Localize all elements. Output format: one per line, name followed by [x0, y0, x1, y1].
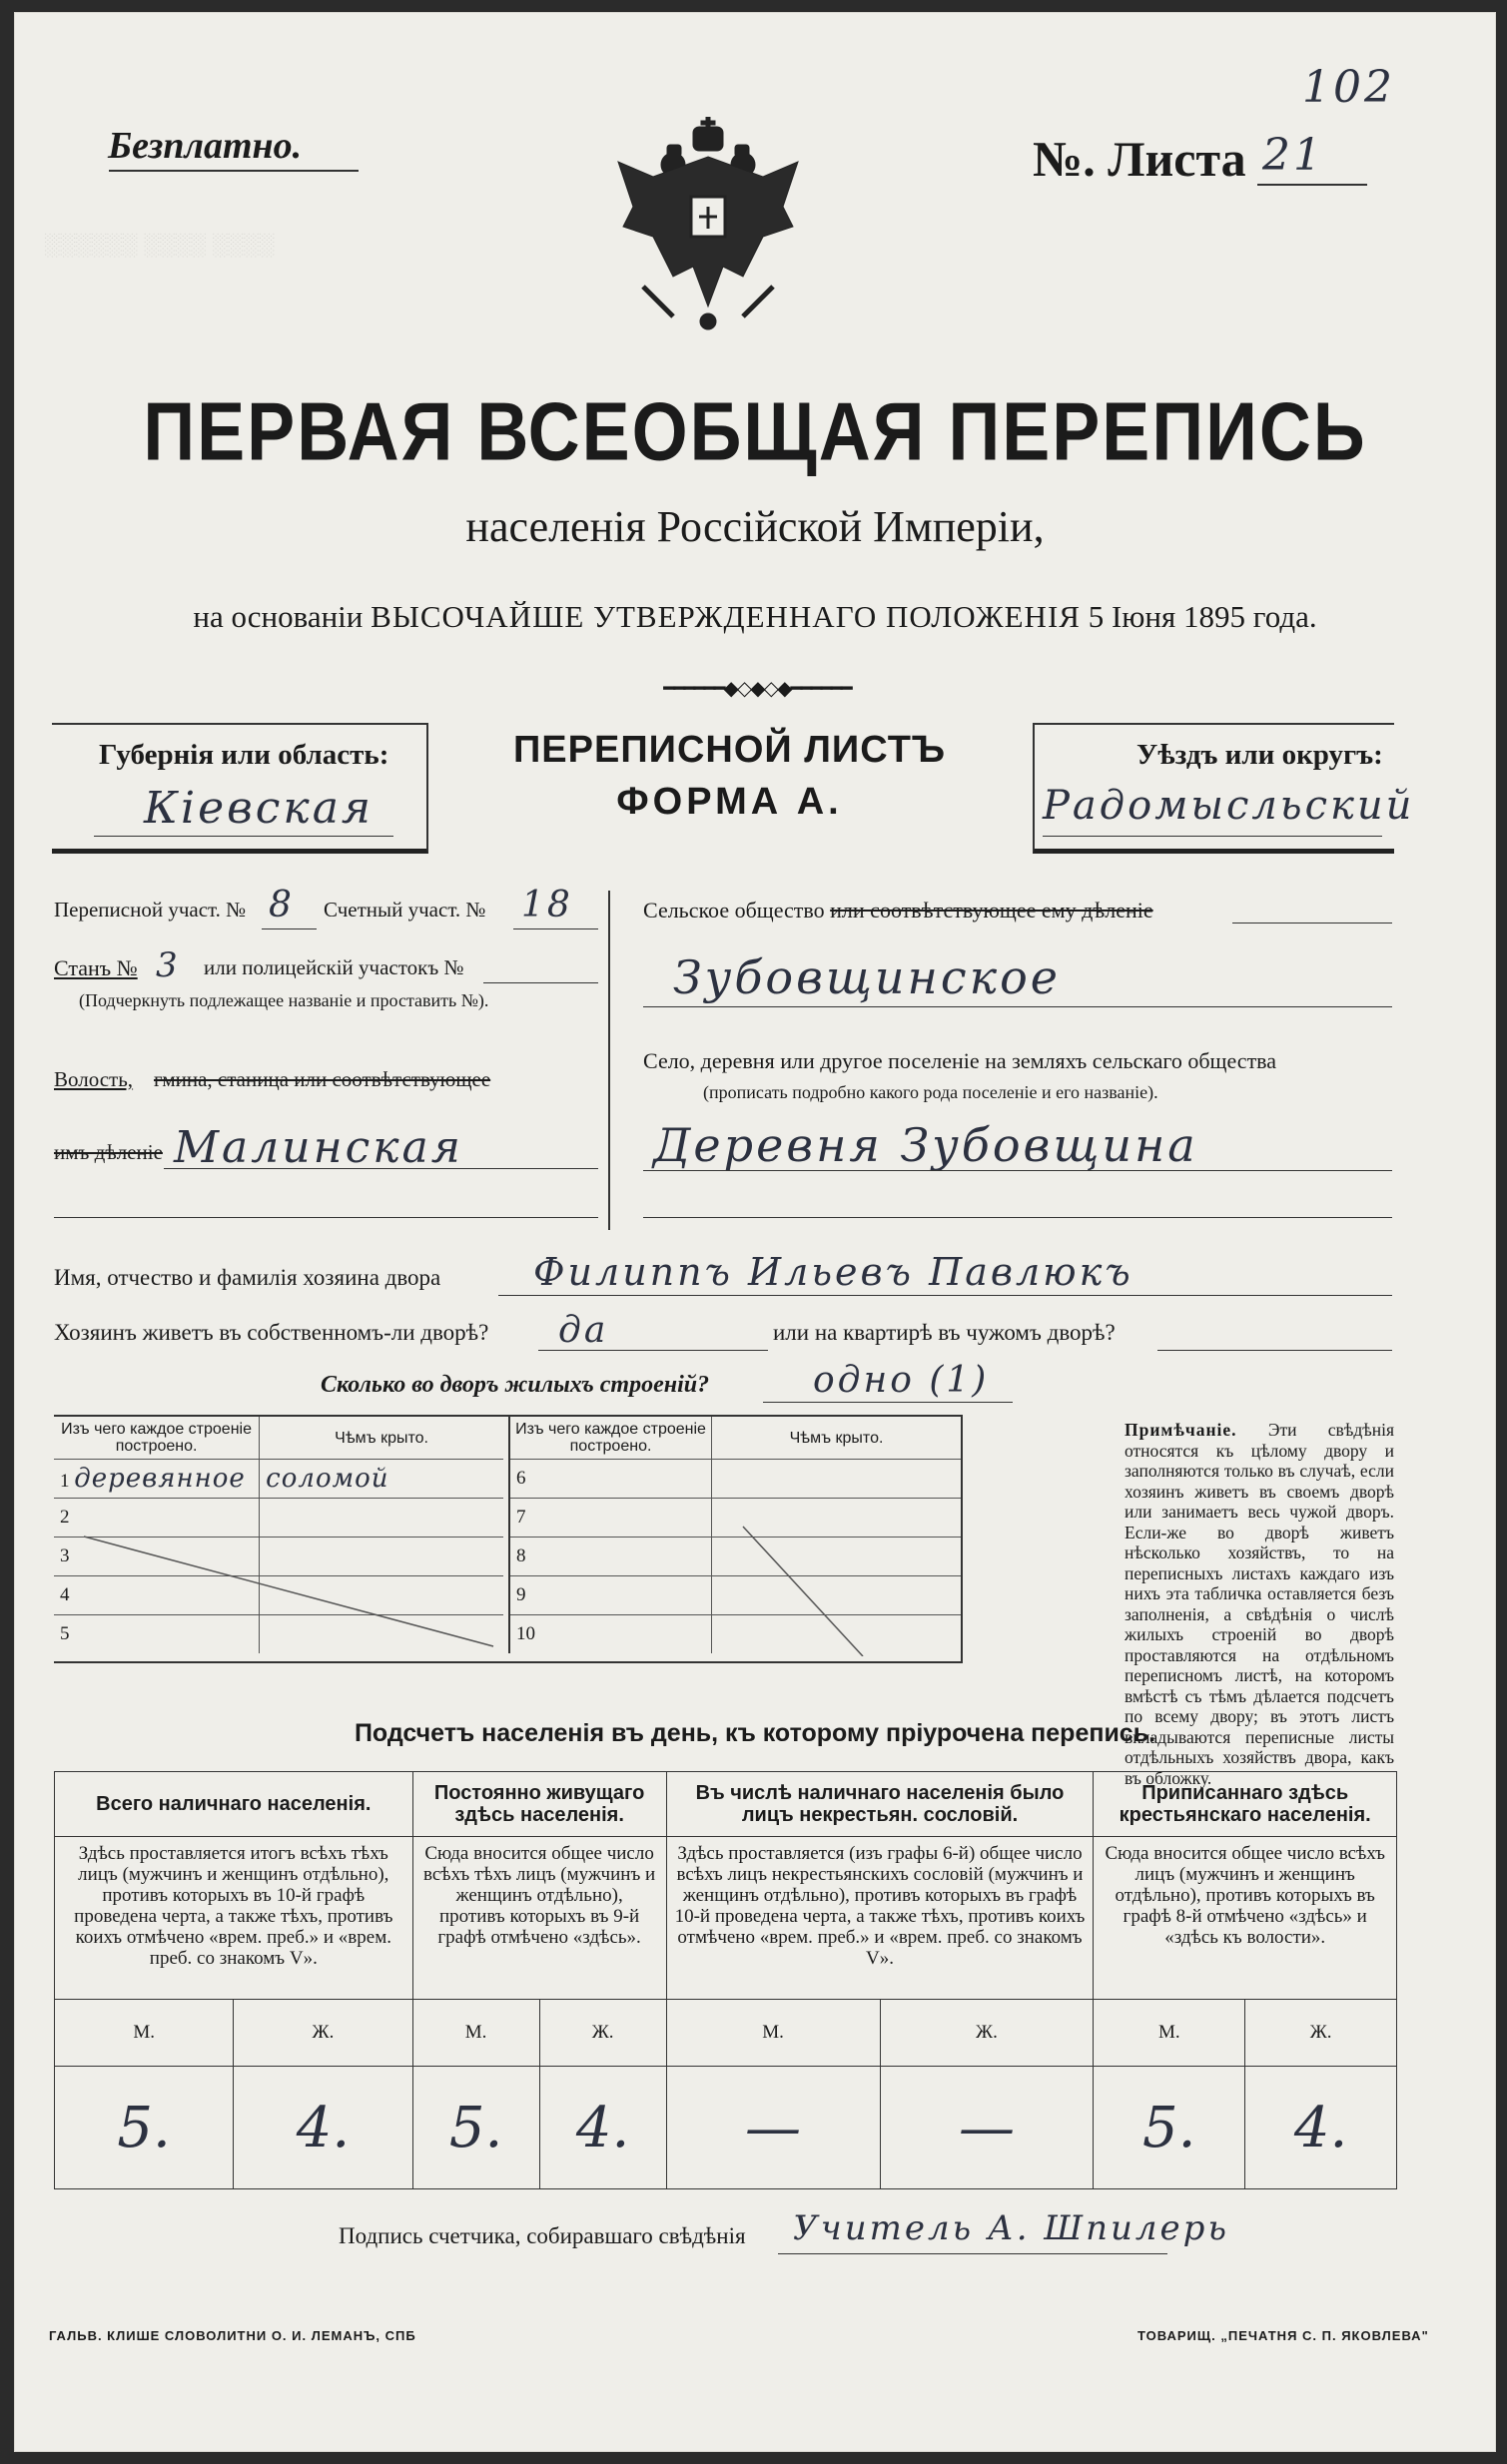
province-value: Кіевская: [144, 783, 375, 834]
stan-rest: или полицейскій участокъ №: [204, 955, 464, 979]
society-field: [643, 898, 1153, 924]
fields-divider: [608, 891, 610, 1230]
total-male-value: 5.: [55, 2067, 234, 2189]
permanent-male-value: 5.: [412, 2067, 539, 2189]
owner-name-underline: [498, 1295, 1392, 1296]
female-label: Ж.: [234, 2000, 412, 2067]
row-number: 4: [60, 1584, 70, 1605]
owner-lives-underline: [538, 1350, 768, 1351]
free-label: Безплатно.: [108, 125, 303, 167]
stan-note: (Подчеркнуть подлежащее названіе и проставить №).: [79, 990, 489, 1010]
form-type: ФОРМА А.: [616, 781, 843, 823]
volost-value: Малинская: [174, 1122, 463, 1173]
village-note: (прописать подробно какого рода поселеніе и его названіе).: [703, 1082, 1158, 1102]
ornament-divider: ━━━━━━◆◇◆◇◆━━━━━━: [663, 678, 851, 700]
district-label: Уѣздъ или округъ:: [1136, 739, 1383, 771]
footer-printer: ТОВАРИЩ. „ПЕЧАТНЯ С. П. ЯКОВЛЕВА": [1137, 2328, 1429, 2343]
owner-apartment-underline: [1157, 1350, 1392, 1351]
population-table: [54, 1771, 1397, 2189]
col-total-desc: Здѣсь проставляется итогъ всѣхъ тѣхъ лицъ (мужчинъ и женщинъ отдѣльно), противъ которыхъ въ 10-й графѣ проведена черта, а также тѣхъ, противъ коихъ отмѣчено «врем. преб.» и «врем. преб. со знакомъ V».: [55, 1837, 413, 2000]
society-underline-2: [643, 1006, 1392, 1007]
census-subtitle: населенія Россійской Имперіи,: [465, 502, 1045, 551]
volost-struck-text: гмина, станица или соотвѣтствующее: [154, 1067, 491, 1091]
row-number: 2: [60, 1507, 70, 1528]
count-area-label: Счетный участ. №: [324, 898, 486, 922]
buildings-count-underline: [763, 1402, 1013, 1403]
census-title: ПЕРВАЯ ВСЕОБЩАЯ ПЕРЕПИСЬ: [143, 386, 1367, 478]
village-underline-2: [643, 1217, 1392, 1218]
male-label: М.: [412, 2000, 539, 2067]
stan-label: Станъ №: [54, 955, 138, 980]
note-text: Эти свѣдѣнія относятся къ цѣлому двору и заполняются только въ случаѣ, если хозяинъ живетъ въ своемъ дворѣ или занимаетъ весь чужой дворъ. Если-же во дворѣ живетъ нѣсколько хозяйствъ, то на переписныхъ листахъ каждаго изъ нихъ эта табличка оставляется безъ заполненія, а свѣдѣнія о числѣ жилыхъ строеній во дворѣ проставляются на отдѣльномъ переписномъ листѣ, на которомъ вмѣстѣ съ тѣмъ дѣлается подсчетъ по всему двору; въ этотъ листъ вкладываются переписные листы отдѣльныхъ хозяйствъ двора, какъ въ обложку.: [1125, 1420, 1394, 1788]
volost-label: Волость,: [54, 1067, 134, 1091]
roof-col-header: Чѣмъ крыто.: [260, 1417, 503, 1460]
volost-underline: [164, 1168, 598, 1169]
population-heading: Подсчетъ населенія въ день, къ которому пріурочена перепись.: [354, 1719, 1156, 1747]
archive-folio-number: 102: [1302, 62, 1395, 113]
female-label: Ж.: [1245, 2000, 1397, 2067]
village-value: Деревня Зубовщина: [653, 1118, 1198, 1172]
free-label-underline: [109, 170, 359, 172]
building-roof-cell: соломой: [260, 1460, 503, 1499]
owner-apartment-label: или на квартирѣ въ чужомъ дворѣ?: [773, 1320, 1116, 1345]
owner-name-label: Имя, отчество и фамилія хозяина двора: [54, 1265, 441, 1290]
population-title-row: [55, 1772, 1397, 1837]
province-underline: [94, 836, 393, 837]
col-peasant-title: Приписаннаго здѣсь крестьянскаго населенія.: [1094, 1772, 1397, 1837]
col-peasant-desc: Сюда вносится общее число всѣхъ лицъ (мужчинъ и женщинъ отдѣльно), противъ которыхъ въ графѣ 8-й отмѣчено «здѣсь» и «здѣсь къ волости».: [1094, 1837, 1397, 2000]
material-value: деревянное: [74, 1464, 246, 1494]
census-area-label: Переписной участ. №: [54, 898, 247, 922]
volost-struck-text-2: имъ дѣленіе: [54, 1140, 163, 1164]
building-row: [509, 1460, 961, 1499]
row-number: 6: [516, 1468, 526, 1489]
permanent-female-value: 4.: [539, 2067, 666, 2189]
row-number: 5: [60, 1623, 70, 1644]
row-number: 1: [60, 1471, 70, 1492]
male-label: М.: [666, 2000, 880, 2067]
row-number: 8: [516, 1545, 526, 1566]
buildings-table: [54, 1415, 963, 1663]
population-sex-row: [55, 2000, 1397, 2067]
legal-basis-date: 5 Іюня 1895 года.: [1088, 599, 1317, 634]
district-underline: [1043, 836, 1382, 837]
peasant-female-value: 4.: [1245, 2067, 1397, 2189]
col-permanent-title: Постоянно живущаго здѣсь населенія.: [412, 1772, 666, 1837]
census-sheet: [14, 12, 1496, 2452]
female-label: Ж.: [539, 2000, 666, 2067]
col-permanent-desc: Сюда вносится общее число всѣхъ тѣхъ лицъ (мужчинъ и женщинъ отдѣльно), противъ которыхъ въ 9-й графѣ отмѣчено «здѣсь».: [412, 1837, 666, 2000]
row-number: 7: [516, 1507, 526, 1528]
legal-basis-line: [14, 599, 1496, 635]
legal-basis-prefix: на основаніи: [193, 599, 364, 634]
owner-lives-value: да: [558, 1310, 609, 1351]
nonpeasant-male-value: —: [666, 2067, 880, 2189]
census-area-value: 8: [269, 885, 295, 925]
bleed-through-text: ░░░░░░ ░░░░ ░░░░: [44, 232, 275, 257]
population-desc-row: [55, 1837, 1397, 2000]
double-headed-eagle-emblem: [613, 117, 803, 336]
male-label: М.: [1094, 2000, 1245, 2067]
signature-value: Учитель А. Шпилерь: [793, 2208, 1229, 2248]
stan-value: 3: [156, 945, 181, 985]
nonpeasant-female-value: —: [880, 2067, 1094, 2189]
empty-rows-strike: [84, 1497, 503, 1656]
sheet-number-value: 21: [1262, 130, 1324, 181]
society-label: Сельское общество: [643, 898, 825, 923]
row-number: 3: [60, 1545, 70, 1566]
population-values-row: [55, 2067, 1397, 2189]
peasant-male-value: 5.: [1094, 2067, 1245, 2189]
form-name: ПЕРЕПИСНОЙ ЛИСТЪ: [512, 729, 947, 771]
signature-underline: [778, 2253, 1167, 2254]
row-number: 9: [516, 1584, 526, 1605]
female-label: Ж.: [880, 2000, 1094, 2067]
footer-engraver: ГАЛЬВ. КЛИШЕ СЛОВОЛИТНИ О. И. ЛЕМАНЪ, СПБ: [49, 2328, 416, 2343]
count-area-underline: [513, 928, 598, 929]
material-col-header: Изъ чего каждое строеніе построено.: [509, 1417, 712, 1460]
col-nonpeasant-title: Въ числѣ наличнаго населенія было лицъ некрестьян. сословій.: [666, 1772, 1094, 1837]
building-material-cell: [509, 1460, 712, 1499]
roof-col-header: Чѣмъ крыто.: [712, 1417, 961, 1460]
building-roof-cell: [712, 1460, 961, 1499]
male-label: М.: [55, 2000, 234, 2067]
owner-lives-label: Хозяинъ живетъ въ собственномъ-ли дворѣ?: [54, 1320, 489, 1345]
buildings-count-label: Сколько во дворъ жилыхъ строеній?: [321, 1372, 710, 1398]
note-title: Примѣчаніе.: [1125, 1420, 1237, 1440]
empty-rows-strike-right: [543, 1497, 963, 1656]
total-female-value: 4.: [234, 2067, 412, 2189]
police-area-underline: [483, 982, 598, 983]
census-area-underline: [262, 928, 317, 929]
owner-name-value: Филиппъ Ильевъ Павлюкъ: [533, 1250, 1133, 1294]
building-material-cell: [54, 1460, 260, 1499]
legal-basis-caps: ВЫСОЧАЙШЕ УТВЕРЖДЕННАГО ПОЛОЖЕНІЯ: [371, 599, 1081, 634]
signature-label: Подпись счетчика, собиравшаго свѣдѣнія: [339, 2223, 746, 2248]
society-underline-1: [1232, 923, 1392, 924]
village-underline-1: [643, 1170, 1392, 1171]
volost-extra-line: [54, 1217, 598, 1218]
sheet-number-label: №. Листа: [1033, 131, 1246, 187]
count-area-value: 18: [521, 885, 573, 925]
col-nonpeasant-desc: Здѣсь проставляется (изъ графы 6-й) общее число всѣхъ лицъ некрестьянскихъ сословій (мужчинъ и женщинъ отдѣльно), противъ которыхъ въ графѣ 10-й проведена черта, а также тѣхъ, противъ коихъ отмѣчено «врем. преб.» и «врем. преб. со знакомъ V».: [666, 1837, 1094, 2000]
sheet-number-underline: [1257, 184, 1367, 186]
row-number: 10: [516, 1623, 535, 1644]
col-total-title: Всего наличнаго населенія.: [55, 1772, 413, 1837]
society-value: Зубовщинское: [673, 950, 1062, 1004]
district-value: Радомысльский: [1043, 783, 1415, 829]
province-label: Губернія или область:: [99, 739, 389, 771]
buildings-count-value: одно (1): [813, 1360, 990, 1401]
building-row: [54, 1460, 503, 1499]
society-struck-text: или соотвѣтствующее ему дѣленіе: [830, 898, 1153, 923]
material-col-header: Изъ чего каждое строеніе построено.: [54, 1417, 260, 1460]
village-label: Село, деревня или другое поселеніе на земляхъ сельскаго общества: [643, 1048, 1277, 1073]
